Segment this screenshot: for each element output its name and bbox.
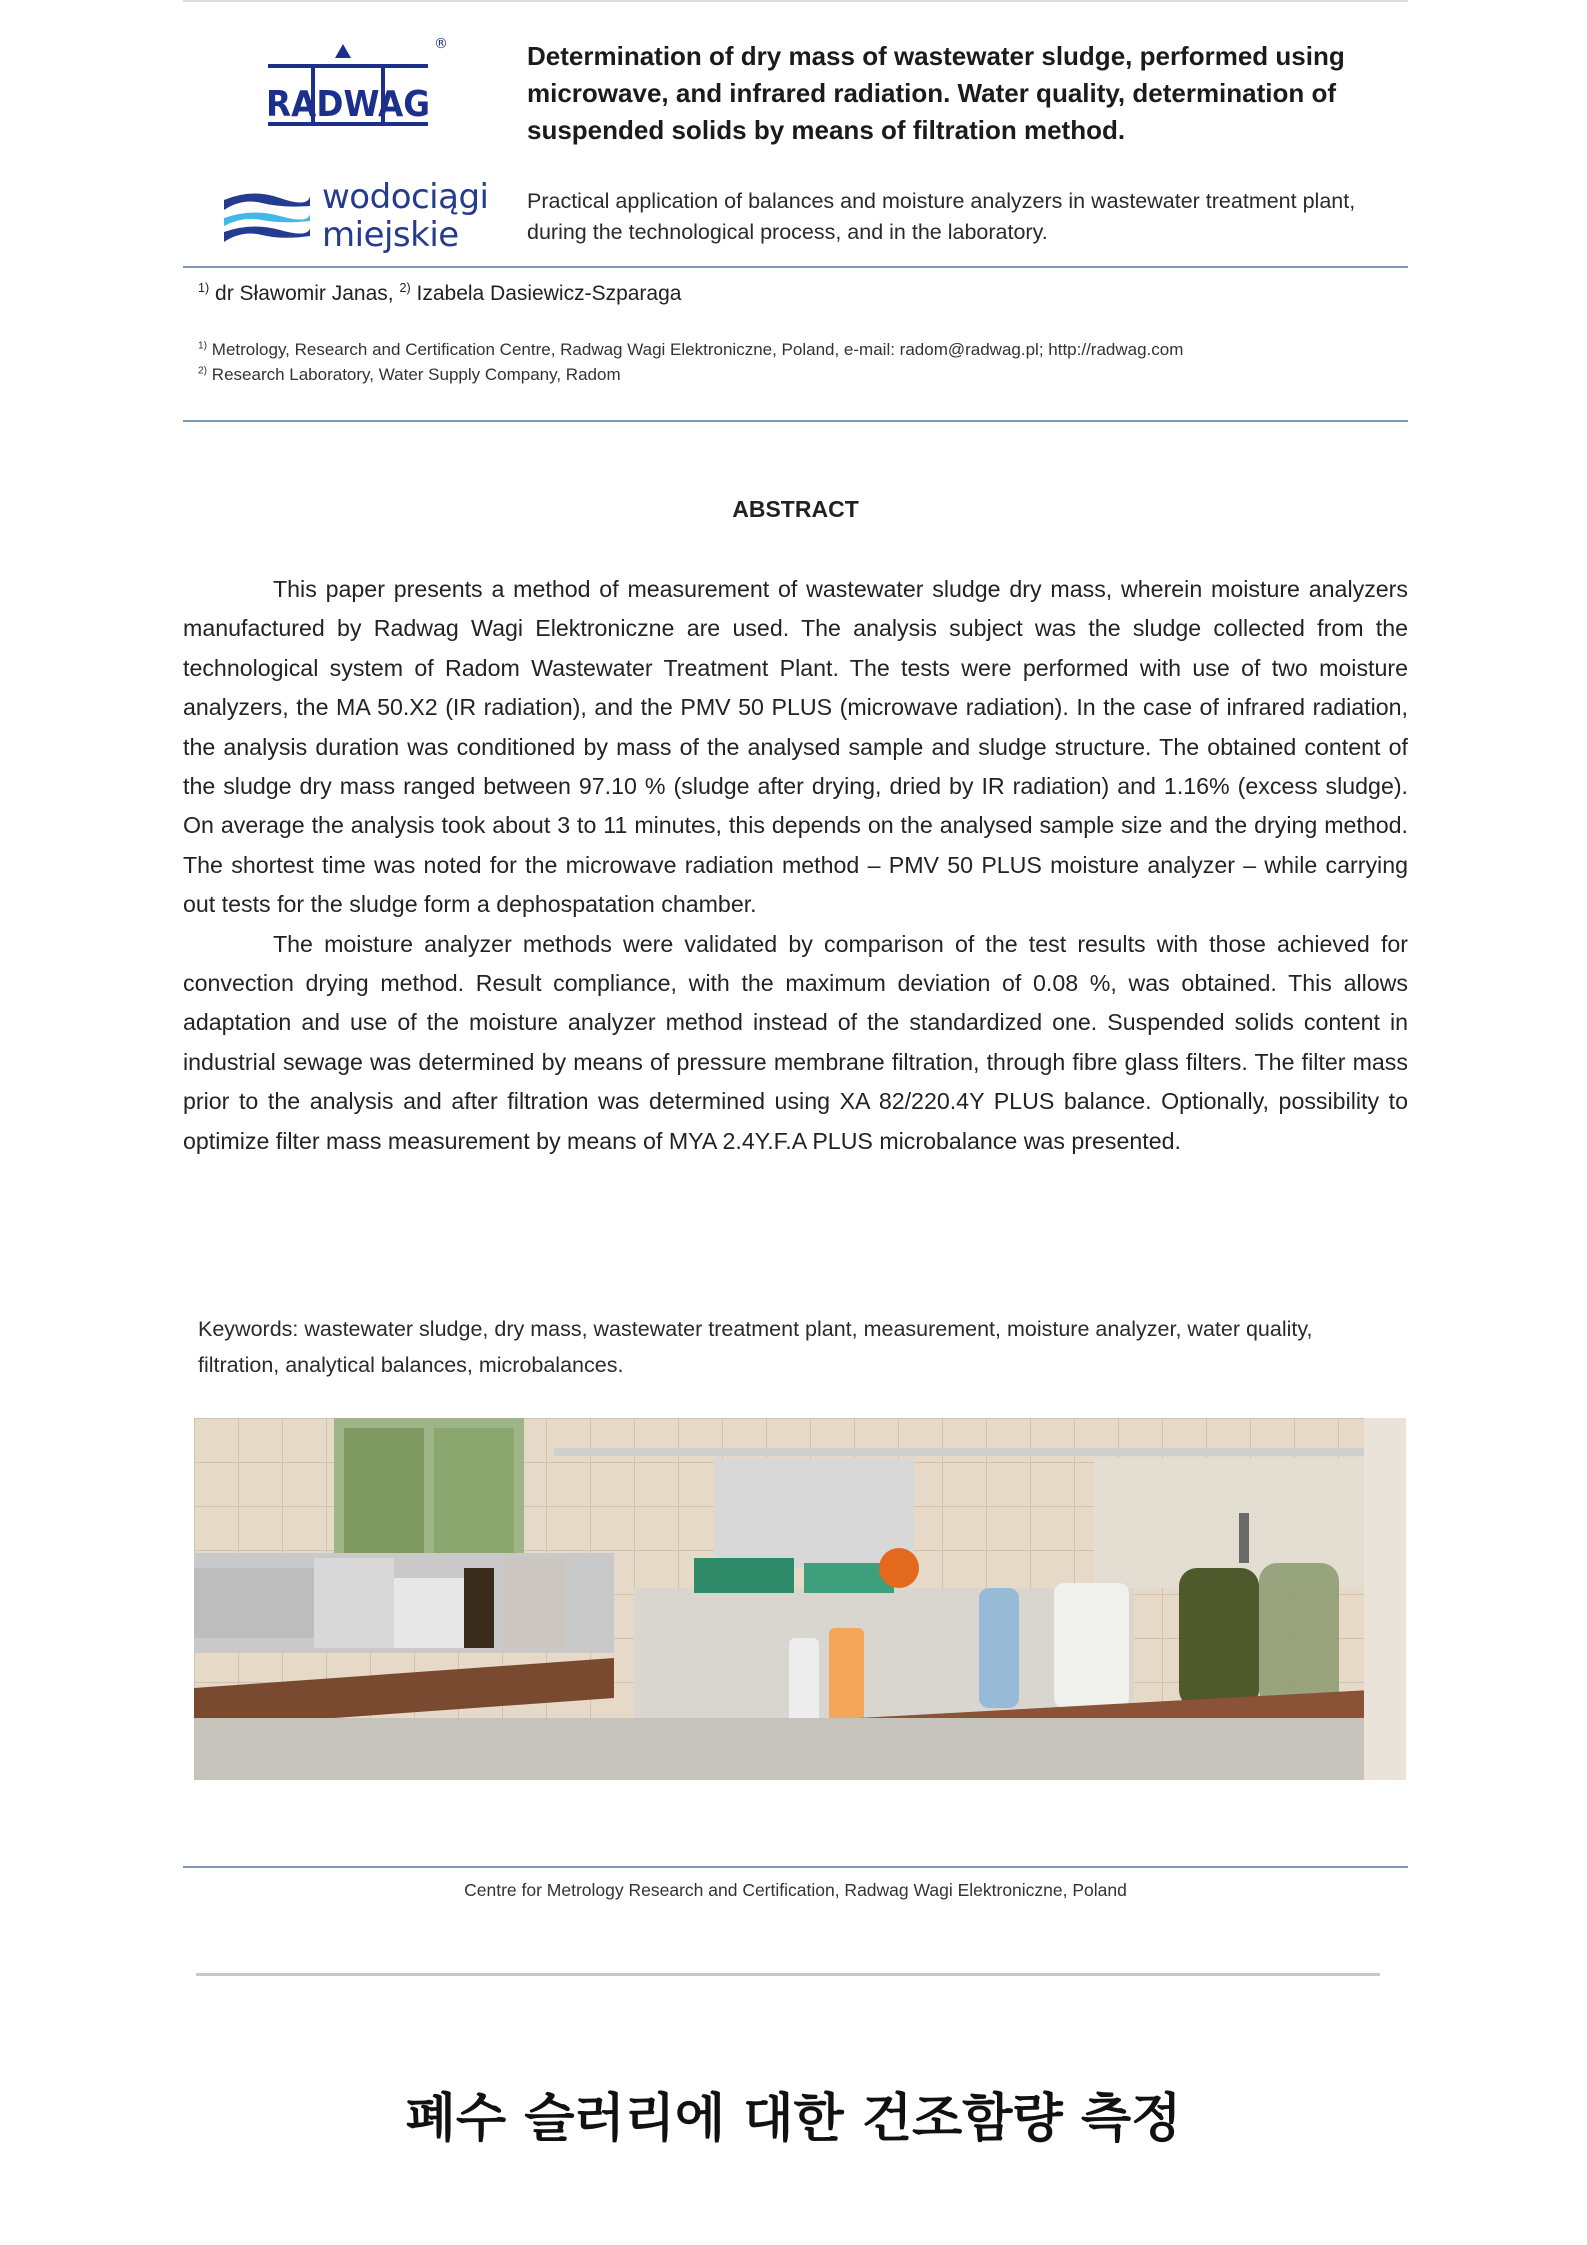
- author1-sup: 1): [198, 281, 210, 295]
- affiliation-2: [198, 362, 1183, 387]
- author2: Izabela Dasiewicz-Szparaga: [416, 282, 682, 305]
- radwag-logo: [258, 36, 448, 136]
- footer-rule: [183, 1866, 1408, 1868]
- wodociagi-logo: [222, 177, 489, 258]
- registered-mark: ®: [434, 36, 448, 52]
- logo-text-line1: wodociągi: [322, 177, 489, 217]
- footer-text: Centre for Metrology Research and Certification, Radwag Wagi Elektroniczne, Poland: [464, 1880, 1127, 1900]
- radwag-logo-text: RADWAG: [266, 84, 430, 125]
- affiliation-rule: [183, 420, 1408, 422]
- laboratory-photo: [194, 1418, 1406, 1780]
- korean-caption: 폐수 슬러리에 대한 건조함량 측정: [405, 2089, 1182, 2149]
- header-rule: [183, 266, 1408, 268]
- keywords: Keywords: wastewater sludge, dry mass, wastewater treatment plant, measurement, moisture analyzer, water quality, filtration, analytical balances, microbalances.: [198, 1317, 1313, 1377]
- paper-subtitle: Practical application of balances and moisture analyzers in wastewater treatment plant, during the technological process, and in the laboratory.: [527, 189, 1356, 244]
- paper-title: Determination of dry mass of wastewater sludge, performed using microwave, and infrared radiation. Water quality, determination of suspended solids by means of filtration method.: [527, 41, 1345, 145]
- abstract-body: [183, 570, 1408, 1161]
- bottom-rule: [196, 1973, 1380, 1976]
- affiliation-1: [198, 337, 1183, 362]
- affiliation-2-text: Research Laboratory, Water Supply Company, Radom: [211, 365, 621, 384]
- author2-sup: 2): [399, 281, 411, 295]
- affiliation-1-text: Metrology, Research and Certification Centre, Radwag Wagi Elektroniczne, Poland, e-mail: radom@radwag.pl; http://radwag.com: [211, 340, 1184, 359]
- authors: [198, 282, 681, 306]
- wave-icon: [222, 188, 312, 248]
- author1: dr Sławomir Janas,: [215, 282, 394, 305]
- logo-text-line2: miejskie: [322, 215, 459, 255]
- abstract-heading: ABSTRACT: [732, 496, 859, 522]
- top-rule: [183, 0, 1408, 2]
- abstract-paragraph-1: This paper presents a method of measurement of wastewater sludge dry mass, wherein moisture analyzers manufactured by Radwag Wagi Elektroniczne are used. The analysis subject was the sludge collected from the technological system of Radom Wastewater Treatment Plant. The tests were performed with use of two moisture analyzers, the MA 50.X2 (IR radiation), and the PMV 50 PLUS (microwave radiation). In the case of infrared radiation, the analysis duration was conditioned by mass of the analysed sample and sludge structure. The obtained content of the sludge dry mass ranged between 97.10 % (sludge after drying, dried by IR radiation) and 1.16% (excess sludge). On average the analysis took about 3 to 11 minutes, this depends on the analysed sample size and the drying method. The shortest time was noted for the microwave radiation method – PMV 50 PLUS moisture analyzer – while carrying out tests for the sludge form a dephospatation chamber.: [183, 576, 1408, 918]
- affiliations: [198, 337, 1183, 387]
- affiliation-1-sup: 1): [198, 340, 208, 352]
- affiliation-2-sup: 2): [198, 365, 208, 377]
- abstract-paragraph-2: The moisture analyzer methods were validated by comparison of the test results with those achieved for convection drying method. Result compliance, with the maximum deviation of 0.08 %, was obtained. This allows adaptation and use of the moisture analyzer method instead of the standardized one. Suspended solids content in industrial sewage was determined by means of pressure membrane filtration, through fibre glass filters. The filter mass prior to the analysis and after filtration was determined using XA 82/220.4Y PLUS balance. Optionally, possibility to optimize filter mass measurement by means of MYA 2.4Y.F.A PLUS microbalance was presented.: [183, 930, 1408, 1154]
